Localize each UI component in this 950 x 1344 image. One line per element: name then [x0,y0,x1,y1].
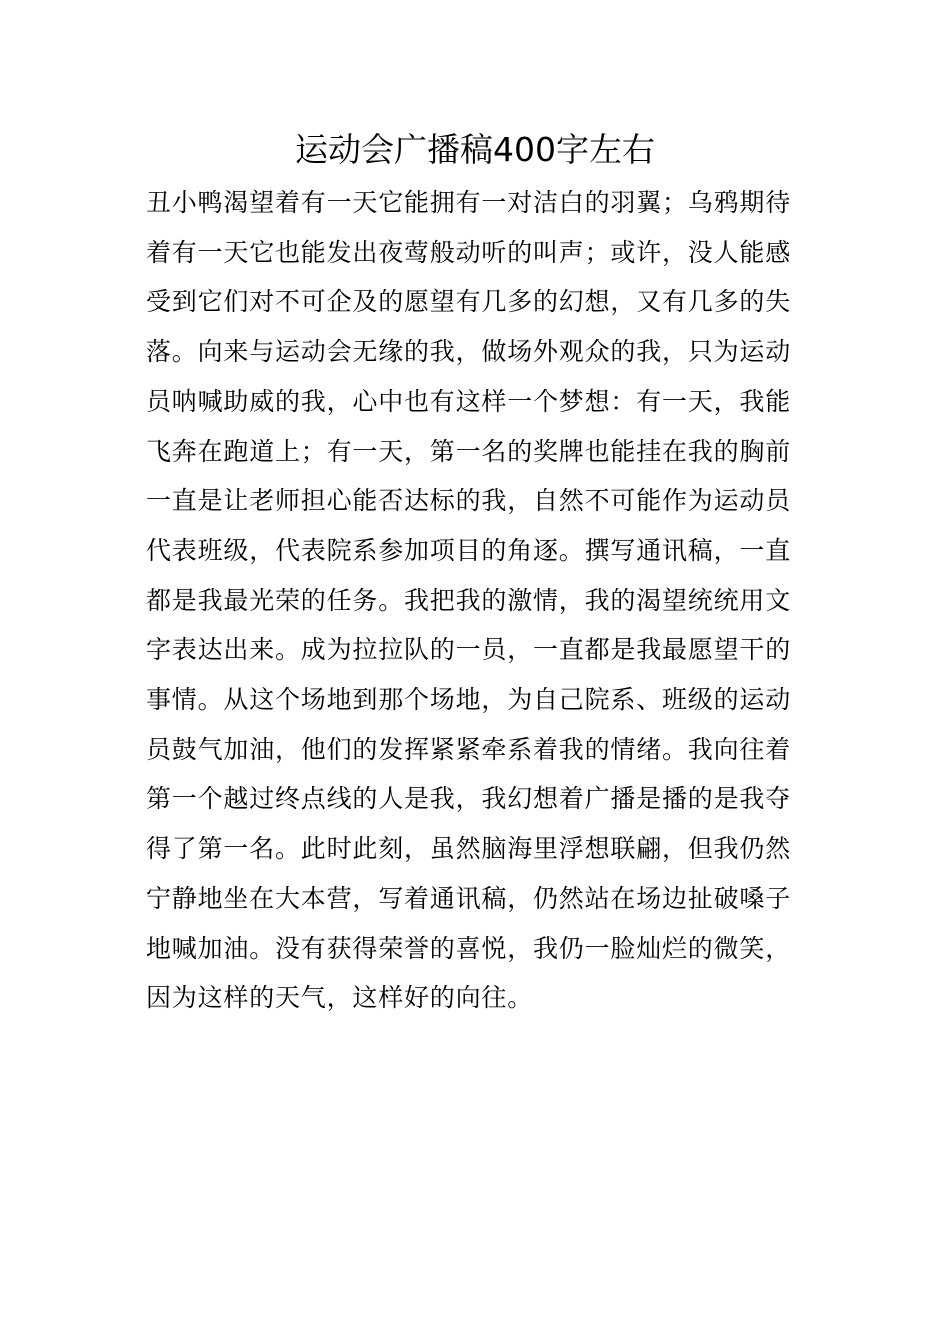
body-line: 字表达出来。成为拉拉队的一员，一直都是我最愿望干的 [146,635,792,665]
body-line: 事情。从这个场地到那个场地，为自己院系、班级的运动 [146,685,792,715]
body-line: 受到它们对不可企及的愿望有几多的幻想，又有几多的失 [146,287,792,317]
body-line: 一直是让老师担心能否达标的我，自然不可能作为运动员 [146,486,792,516]
body-line: 得了第一名。此时此刻，虽然脑海里浮想联翩，但我仍然 [146,834,792,864]
body-line: 地喊加油。没有获得荣誉的喜悦，我仍一脸灿烂的微笑， [146,933,792,963]
body-line: 丑小鸭渴望着有一天它能拥有一对洁白的羽翼；乌鸦期待 [146,188,792,217]
body-line: 因为这样的天气，这样好的向往。 [146,983,534,1013]
body-line: 员鼓气加油，他们的发挥紧紧牵系着我的情绪。我向往着 [146,734,792,764]
body-line: 着有一天它也能发出夜莺般动听的叫声；或许，没人能感 [146,237,792,267]
document-body [146,178,816,1023]
body-line: 第一个越过终点线的人是我，我幻想着广播是播的是我夺 [146,784,792,814]
body-line: 都是我最光荣的任务。我把我的激情，我的渴望统统用文 [146,585,792,615]
body-line: 员呐喊助威的我，心中也有这样一个梦想：有一天，我能 [146,386,792,416]
body-line: 代表班级，代表院系参加项目的角逐。撰写通讯稿，一直 [146,535,792,565]
document-title: 运动会广播稿400字左右 [295,130,655,169]
body-line: 飞奔在跑道上；有一天，第一名的奖牌也能挂在我的胸前 [146,436,792,466]
body-line: 宁静地坐在大本营，写着通讯稿，仍然站在场边扯破嗓子 [146,883,792,913]
body-line: 落。向来与运动会无缘的我，做场外观众的我，只为运动 [146,337,792,367]
